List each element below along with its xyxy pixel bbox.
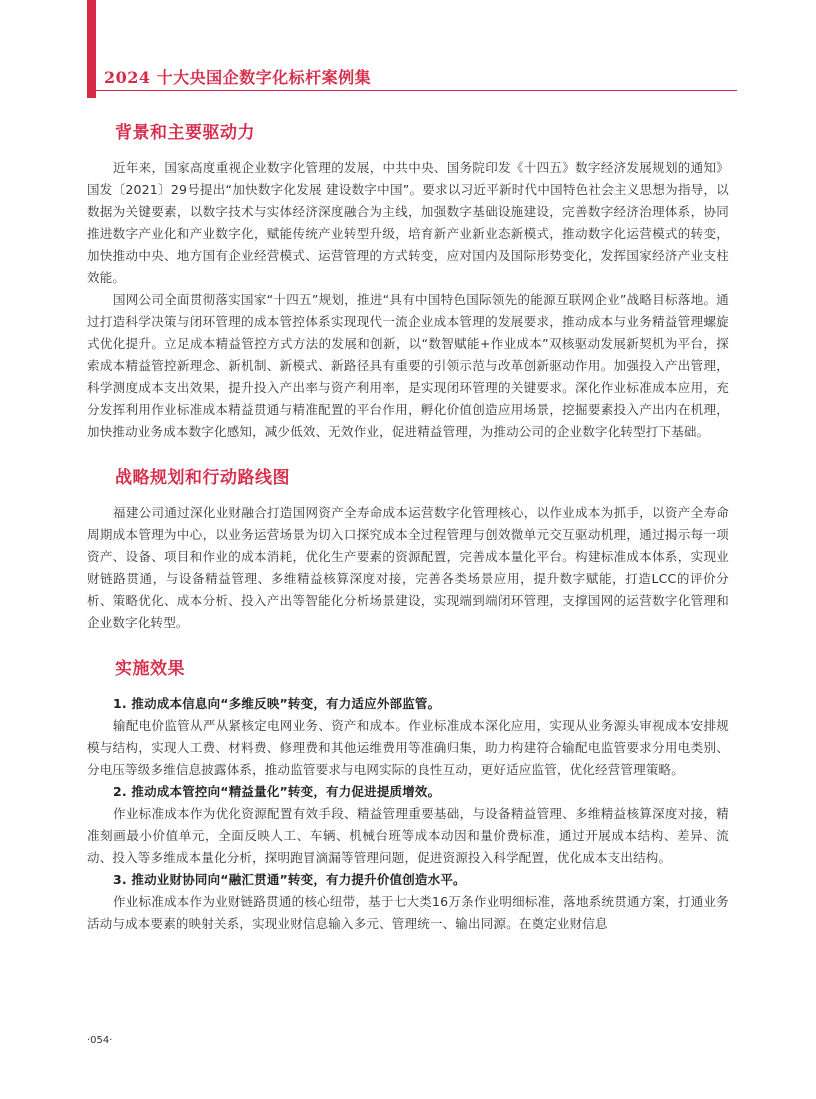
section-background	[87, 118, 729, 443]
paragraph: 国网公司全面贯彻落实国家“十四五”规划，推进“具有中国特色国际领先的能源互联网企业”战略目标落地。通过打造科学决策与闭环管理的成本管控体系实现现代一流企业成本管理的发展要求，推动成本与业务精益管理螺旋式优化提升。立足成本精益管控方式方法的发展和创新，以“数智赋能+作业成本”双核驱动发展新契机为平台，探索成本精益管控新理念、新机制、新模式、新路径具有重要的引领示范与改革创新驱动作用。加强投入产出管理，科学测度成本支出效果，提升投入产出率与资产利用率，是实现闭环管理的关键要求。深化作业标准成本应用，充分发挥利用作业标准成本精益贯通与精准配置的平台作用，孵化价值创造应用场景，挖掘要素投入产出内在机理，加快推动业务成本数字化感知，减少低效、无效作业，促进精益管理，为推动公司的企业数字化转型打下基础。	[87, 292, 729, 439]
section-strategy	[87, 463, 729, 634]
page-number: ·054·	[87, 1035, 113, 1046]
section-heading: 战略规划和行动路线图	[115, 468, 290, 488]
result-item-title: 2. 推动成本管控向“精益量化”转变，有力促进提质增效。	[113, 784, 441, 799]
paragraph: 福建公司通过深化业财融合打造国网资产全寿命成本运营数字化管理核心，以作业成本为抓手，以资产全寿命周期成本管理为中心，以业务运营场景为切入口探究成本全过程管理与创效微单元交互驱动机理，通过揭示每一项资产、设备、项目和作业的成本消耗，优化生产要素的资源配置，完善成本量化平台。构建标准成本体系，实现业财链路贯通，与设备精益管理、多维精益核算深度对接，完善各类场景应用，提升数字赋能，打造LCC的评价分析、策略优化、成本分析、投入产出等智能化分析场景建设，实现端到端闭环管理，支撑国网的运营数字化管理和企业数字化转型。	[87, 505, 729, 630]
result-item-title: 1. 推动成本信息向“多维反映”转变，有力适应外部监管。	[113, 696, 441, 711]
section-heading: 实施效果	[115, 659, 185, 679]
section-heading: 背景和主要驱动力	[115, 123, 255, 143]
result-item-text: 作业标准成本作为优化资源配置有效手段、精益管理重要基础，与设备精益管理、多维精益核算深度对接，精准刻画最小价值单元，全面反映人工、车辆、机械台班等成本动因和量价费标准，通过开展成本结构、差异、流动、投入等多维成本量化分析，探明跑冒滴漏等管理问题，促进资源投入科学配置，优化成本支出结构。	[87, 806, 729, 865]
section-results	[87, 654, 729, 935]
publication-title: 2024 十大央国企数字化标杆案例集	[104, 68, 372, 87]
article-body	[87, 118, 729, 955]
result-item-text: 作业标准成本作为业财链路贯通的核心纽带，基于七大类16万条作业明细标准，落地系统贯通方案，打通业务活动与成本要素的映射关系，实现业财信息输入多元、管理统一、输出同源。在奠定业财信息	[87, 894, 729, 931]
header-divider	[87, 90, 737, 91]
result-item-title: 3. 推动业财协同向“融汇贯通”转变，有力提升价值创造水平。	[113, 872, 466, 887]
result-item-text: 输配电价监管从严从紧核定电网业务、资产和成本。作业标准成本深化应用，实现从业务源头审视成本安排规模与结构，实现人工费、材料费、修理费和其他运维费用等准确归集，助力构建符合输配电监管要求分用电类别、分电压等级多维信息披露体系，推动监管要求与电网实际的良性互动，更好适应监管，优化经营管理策略。	[87, 718, 729, 777]
paragraph: 近年来，国家高度重视企业数字化管理的发展，中共中央、国务院印发《十四五》数字经济发展规划的通知》国发〔2021〕29号提出“加快数字化发展 建设数字中国”。要求以习近平新时代中国特色社会主义思想为指导，以数据为关键要素，以数字技术与实体经济深度融合为主线，加强数字基础设施建设，完善数字经济治理体系，协同推进数字产业化和产业数字化，赋能传统产业转型升级，培育新产业新业态新模式，推动数字化运营模式的转变，加快推动中央、地方国有企业经营模式、运营管理的方式转变，应对国内及国际形势变化，发挥国家经济产业支柱效能。	[87, 160, 729, 285]
accent-side-bar	[87, 0, 96, 98]
